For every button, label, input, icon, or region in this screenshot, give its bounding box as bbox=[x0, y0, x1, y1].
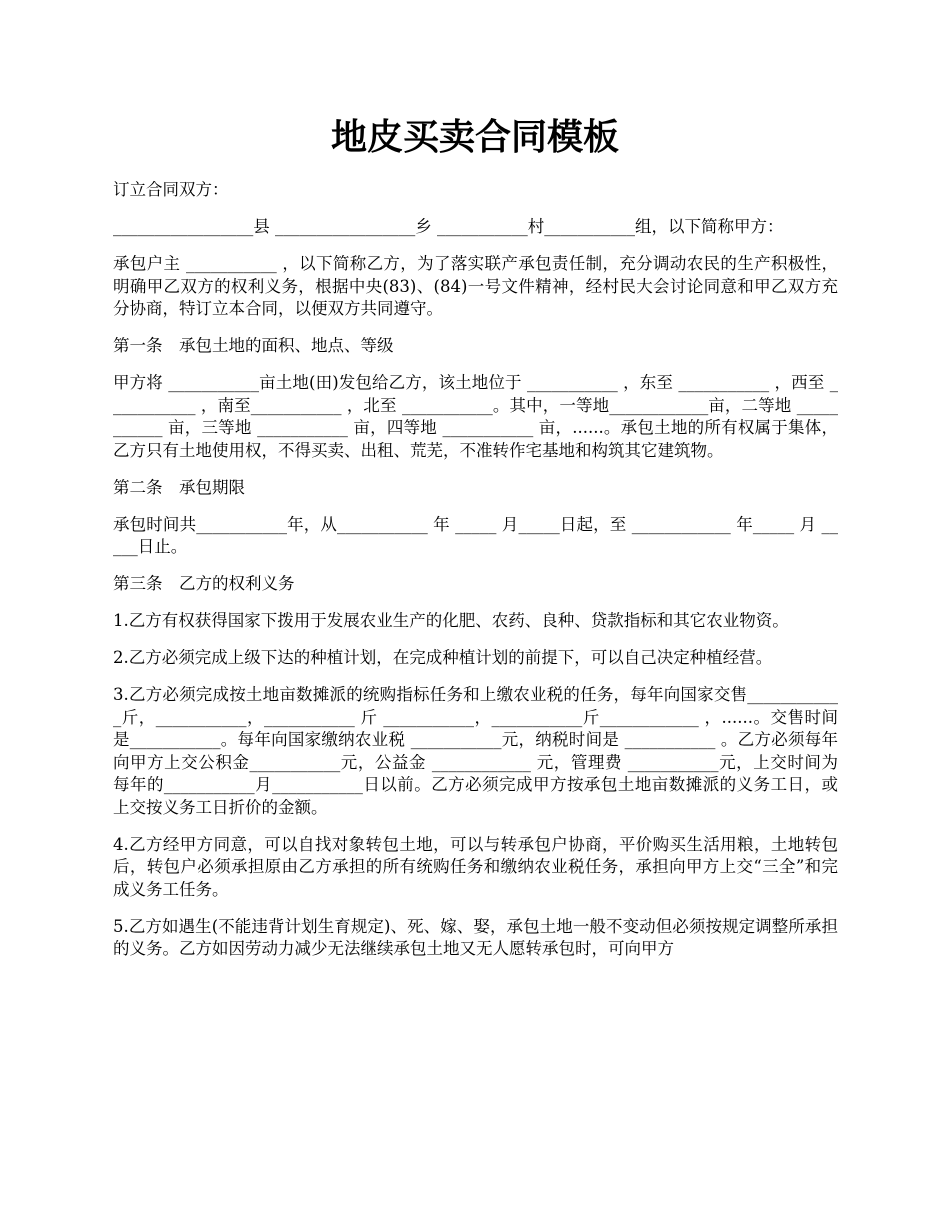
party-a-address: _________________县 _________________乡 ___________村___________组，以下简称甲方： bbox=[113, 217, 784, 236]
document-title: 地皮买卖合同模板 bbox=[330, 116, 619, 158]
document-body bbox=[113, 179, 838, 975]
parties-intro: 订立合同双方： bbox=[113, 180, 229, 199]
article-1-heading: 第一条 承包土地的面积、地点、等级 bbox=[113, 336, 394, 355]
article-3-item-5: 5.乙方如遇生(不能违背计划生育规定)、死、嫁、娶，承包土地一般不变动但必须按规定调整所承担的义务。乙方如因劳动力减少无法继续承包土地又无人愿转承包时，可向甲方 bbox=[113, 916, 838, 958]
article-3-item-1: 1.乙方有权获得国家下拨用于发展农业生产的化肥、农药、良种、贷款指标和其它农业物资。 bbox=[113, 611, 789, 630]
party-b-preamble: 承包户主 ___________ ，以下简称乙方，为了落实联产承包责任制，充分调动农民的生产积极性，明确甲乙双方的权利义务，根据中央(83)、(84)一号文件精神，经村民大会讨论同意和甲乙双方充分协商，特订立本合同，以便双方共同遵守。 bbox=[113, 254, 838, 318]
article-2-heading: 第二条 承包期限 bbox=[113, 477, 245, 497]
article-2-body: 承包时间共___________年，从___________ 年 _____ 月_____日起，至 ____________ 年_____ 月 _____日止。 bbox=[113, 514, 838, 556]
article-3-item-4: 4.乙方经甲方同意，可以自找对象转包土地，可以与转承包户协商，平价购买生活用粮，土地转包后，转包户必须承担原由乙方承担的所有统购任务和缴纳农业税任务，承担向甲方上交“三全”和完成义务工任务。 bbox=[113, 834, 838, 899]
article-3-item-3: 3.乙方必须完成按土地亩数摊派的统购指标任务和上缴农业税的任务，每年向国家交售____________斤，___________，___________ 斤 ___________，___________斤____________ ，......。交售时间是___________。每年向国家缴纳农业税 ___________元，纳税时间是 ___________ 。乙方必须每年向甲方上交公积金___________元，公益金 ____________ 元，管理费 ___________元，上交时间为每年的___________月___________日以前。乙方必须完成甲方按承包土地亩数摊派的义务工日，或上交按义务工日折价的金额。 bbox=[113, 685, 838, 817]
article-1-body: 甲方将 ___________亩土地(田)发包给乙方，该土地位于 ___________ ，东至 ___________ ，西至 ___________ ，南至___________ ，北至 ___________。其中，一等地____________亩，二等地 ___________ 亩，三等地 ___________ 亩，四等地 ___________ 亩，......。承包土地的所有权属于集体，乙方只有土地使用权，不得买卖、出租、荒芜，不准转作宅基地和构筑其它建筑物。 bbox=[113, 373, 838, 460]
article-3-item-2: 2.乙方必须完成上级下达的种植计划，在完成种植计划的前提下，可以自己决定种植经营。 bbox=[113, 648, 773, 667]
article-3-heading: 第三条 乙方的权利义务 bbox=[113, 574, 295, 593]
